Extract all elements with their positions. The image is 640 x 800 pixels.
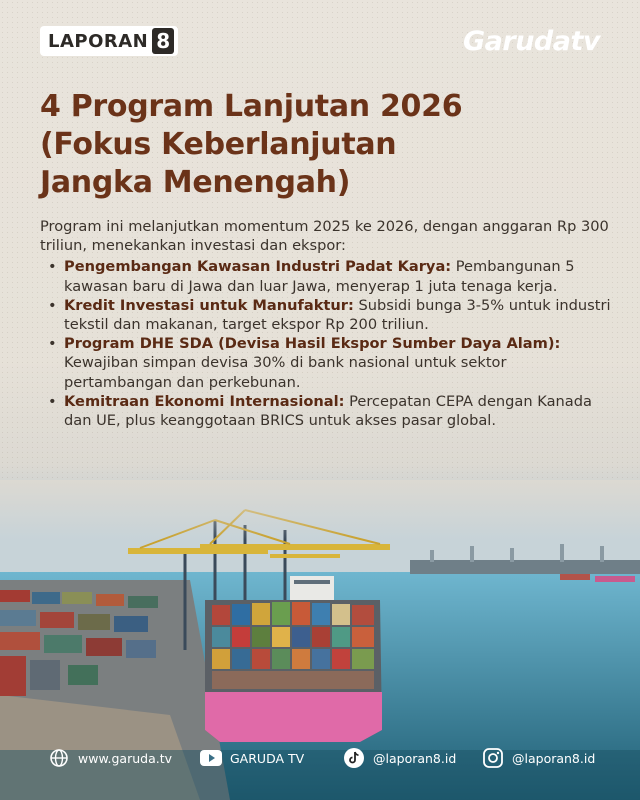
social-footer — [0, 742, 640, 774]
page-title — [40, 88, 600, 202]
program-text: Kewajiban simpan devisa 30% di bank nasional untuk sektor pertambangan dan perkebunan. — [64, 354, 507, 391]
program-heading: Pengembangan Kawasan Industri Padat Karya: — [64, 258, 452, 276]
list-item — [40, 334, 612, 392]
list-item — [40, 392, 612, 430]
laporan8-logo-number: 8 — [152, 28, 174, 54]
list-item — [40, 257, 612, 295]
tiktok-icon — [343, 747, 365, 769]
footer-instagram[interactable] — [482, 747, 595, 769]
program-text: Pembangunan 5 kawasan baru di Jawa dan luar Jawa, menyerap 1 juta tenaga kerja. — [64, 258, 575, 295]
website-link[interactable]: www.garuda.tv — [78, 750, 173, 766]
globe-icon — [48, 747, 70, 769]
intro-paragraph: Program ini melanjutkan momentum 2025 ke 2026, dengan anggaran Rp 300 triliun, menekankan investasi dan ekspor: — [40, 218, 609, 255]
program-heading: Program DHE SDA (Devisa Hasil Ekspor Sumber Daya Alam): — [64, 335, 561, 353]
title-line-2: (Fokus Keberlanjutan — [40, 127, 397, 162]
program-heading: Kemitraan Ekonomi Internasional: — [64, 392, 345, 410]
title-line-1: 4 Program Lanjutan 2026 — [40, 89, 463, 124]
program-list — [40, 257, 612, 430]
instagram-handle[interactable]: @laporan8.id — [512, 750, 596, 766]
list-item — [40, 296, 612, 334]
title-line-3: Jangka Menengah) — [40, 165, 351, 200]
laporan8-logo-text: LAPORAN — [48, 30, 149, 52]
program-text: Subsidi bunga 3-5% untuk industri tekstil dan makanan, target ekspor Rp 200 triliun. — [64, 296, 611, 334]
garudatv-logo: Garudatv — [463, 26, 600, 57]
tiktok-handle[interactable]: @laporan8.id — [373, 750, 457, 766]
laporan8-logo — [40, 26, 178, 56]
youtube-icon — [200, 747, 222, 769]
article-body — [40, 217, 612, 430]
footer-website[interactable] — [48, 747, 172, 769]
program-heading: Kredit Investasi untuk Manufaktur: — [64, 296, 354, 314]
footer-youtube[interactable] — [200, 747, 304, 769]
instagram-icon — [482, 747, 504, 769]
youtube-link[interactable]: GARUDA TV — [230, 750, 305, 766]
footer-tiktok[interactable] — [343, 747, 456, 769]
program-text: Percepatan CEPA dengan Kanada dan UE, plus keanggotaan BRICS untuk akses pasar global. — [64, 392, 592, 430]
